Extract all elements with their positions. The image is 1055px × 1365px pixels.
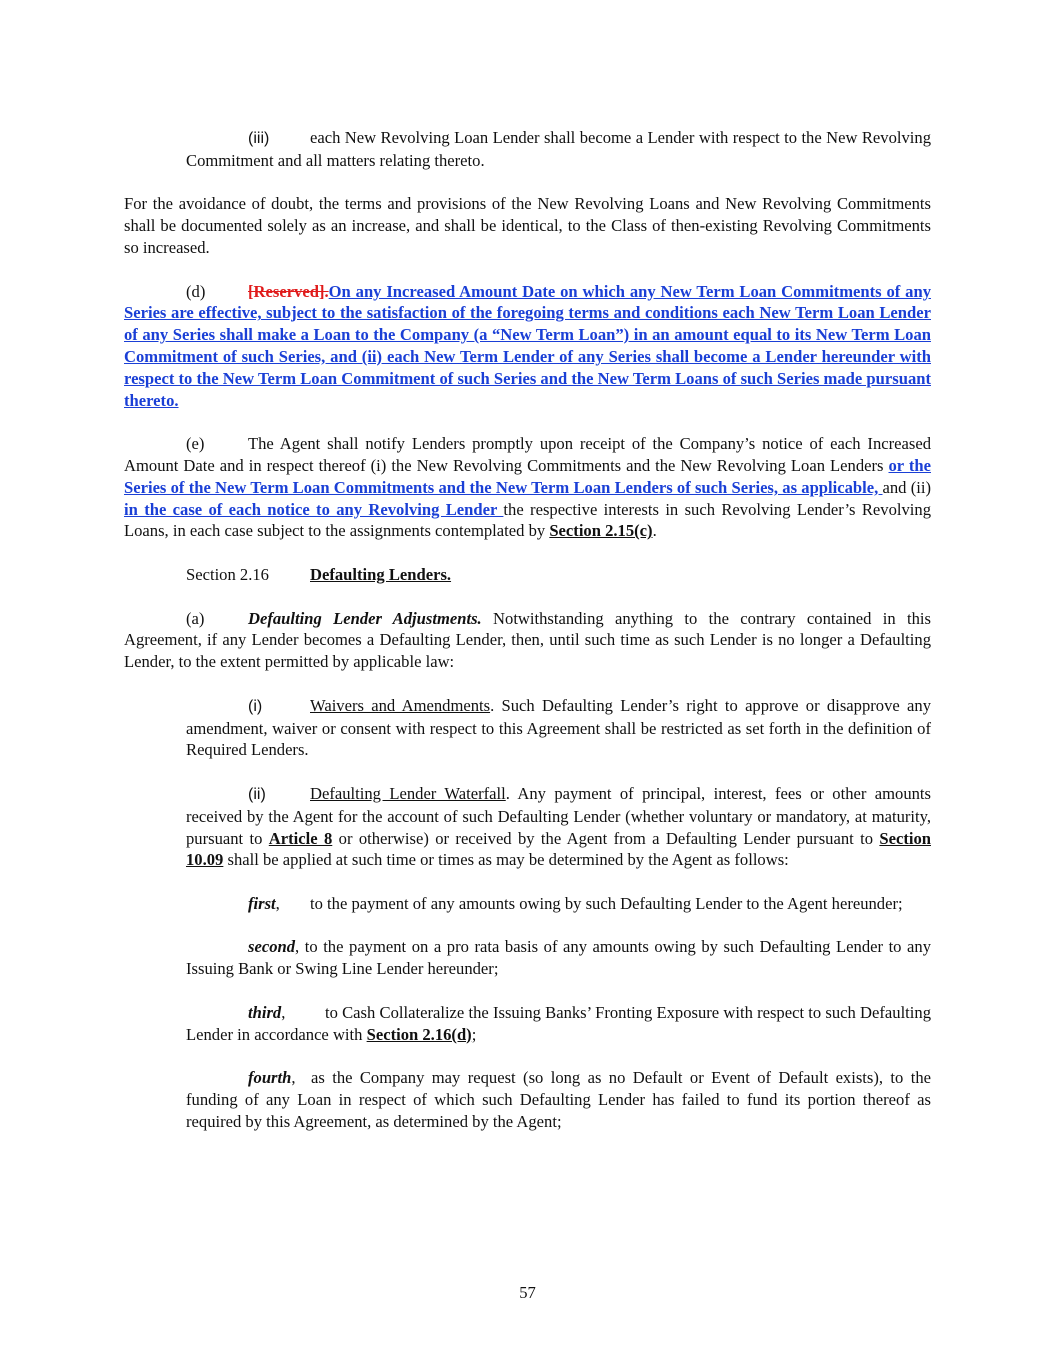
paragraph-text: or otherwise) or received by the Agent from a Defaulting Lender pursuant to: [332, 828, 880, 848]
waterfall-step: third,: [248, 1002, 286, 1022]
paragraph-first: [124, 893, 931, 915]
paragraph-a: [124, 608, 931, 673]
section-reference: Section 2.16(d): [366, 1024, 472, 1044]
section-reference: Section 2.15(c): [549, 521, 653, 541]
paragraph-text: The Agent shall notify Lenders promptly upon receipt of the Company’s notice of each Increased Amount Date and in respect thereof (i) the New Revolving Commitments and the New Revolving Loan Lenders: [124, 434, 931, 475]
paragraph-text: Notwithstanding anything to the contrary contained in this Agreement, if any Lender becomes a Defaulting Lender, then, until such time as such Lender is no longer a Defaulting Lender, to the extent permitted by applicable law:: [124, 608, 932, 672]
page-number: 57: [519, 1283, 536, 1302]
paragraph-text: as the Company may request (so long as no Default or Event of Default exists), to the funding of any Loan in respect of which such Defaulting Lender has failed to fund its portion thereof as required by this Agreement, as determined by the Agent;: [186, 1068, 931, 1131]
article-reference: Article 8: [268, 828, 333, 848]
clause-number: (e): [186, 434, 205, 454]
inserted-text: On any Increased Amount Date on which any New Term Loan Commitments of any Series are effective, subject to the satisfaction of the foregoing terms and conditions each New Term Loan Lender of any Series shall make a Loan to the Company (a “New Term Loan”) in an amount equal to its New Term Loan Commitment of such Series, and (ii) each New Term Lender of any Series shall become a Lender hereunder with respect to the New Term Loan Commitment of such Series and the New Term Loans of such Series made pursuant thereto.: [124, 281, 931, 410]
paragraph-text: and (ii): [882, 477, 931, 497]
paragraph-third: third, to Cash Collateralize the Issuing Banks’ Fronting Exposure with respect to such Defaulting Lender in accordance with Section 2.16(d);: [186, 1002, 931, 1044]
paragraph-text: . Any payment of principal, interest, fees or other amounts received by the Agent for the account of such Defaulting Lender (whether voluntary or mandatory, at maturity, pursuant to: [186, 783, 931, 848]
waterfall-step: second: [248, 937, 296, 957]
section-title: Defaulting Lenders.: [310, 564, 452, 584]
clause-number: (i): [248, 697, 263, 715]
paragraph-text: For the avoidance of doubt, the terms and provisions of the New Revolving Loans and New Revolving Commitments shall be documented solely as an increase, and shall be identical, to the Class of then-existing Revolving Commitments so increased.: [124, 194, 931, 257]
clause-heading: Defaulting Lender Adjustments.: [248, 608, 482, 628]
paragraph-text: each New Revolving Loan Lender shall become a Lender with respect to the New Revolving Commitment and all matters relating thereto.: [186, 128, 931, 170]
clause-heading: Defaulting Lender Waterfall: [310, 783, 506, 803]
inserted-text: or the Series of the New Term Loan Commitments and the New Term Loan Lenders of such Series, as applicable,: [124, 455, 931, 497]
paragraph-text: , to the payment on a pro rata basis of any amounts owing by such Defaulting Lender to any Issuing Bank or Swing Line Lender hereunder;: [186, 937, 931, 979]
paragraph-iii: [124, 127, 931, 172]
clause-number: (d): [186, 281, 206, 301]
paragraph-text: the respective interests in such Revolving Lender’s Revolving Loans, in each case subject to the assignments contemplated by: [124, 499, 932, 541]
paragraph-text: to the payment of any amounts owing by such Defaulting Lender to the Agent hereunder;: [310, 893, 903, 913]
waterfall-step: first,: [248, 893, 280, 913]
paragraph-e: (e) The Agent shall notify Lenders promptly upon receipt of the Company’s notice of each Increased Amount Date and in respect thereof (i) the New Revolving Commitments and the New Revolving Loan Lenders or the Series of the New Term Loan Commitments and the New Term Loan Lenders of such Series, as applicable, and (ii) in the case of each notice to any Revolving Lender the respective interests in such Revolving Lender’s Revolving Loans, in each case subject to the assignments contemplated by Section 2.15(c).: [124, 434, 932, 541]
clause-number: (a): [186, 608, 205, 628]
deleted-text: [Reserved].: [248, 281, 329, 301]
clause-number: (ii): [248, 785, 266, 803]
section-heading: [124, 564, 931, 586]
paragraph-i: [124, 695, 931, 761]
paragraph-d: [124, 281, 931, 412]
section-number: Section 2.16: [186, 564, 269, 584]
paragraph-ii: [124, 783, 931, 871]
paragraph-text: to Cash Collateralize the Issuing Banks’ Fronting Exposure with respect to such Defaulting Lender in accordance with: [186, 1002, 931, 1044]
paragraph-second: [124, 936, 931, 980]
document-page: [124, 127, 931, 1133]
paragraph-text: . Such Defaulting Lender’s right to approve or disapprove any amendment, waiver or consent with respect to this Agreement shall be restricted as set forth in the definition of Required Lenders.: [186, 695, 931, 760]
clause-heading: Waivers and Amendments: [310, 695, 491, 715]
section-reference: Section 10.09: [186, 828, 931, 870]
paragraph-avoidance-of-doubt: [124, 193, 931, 258]
inserted-text: in the case of each notice to any Revolving Lender: [124, 499, 504, 519]
clause-number: (iii): [248, 130, 270, 147]
paragraph-fourth: [124, 1067, 931, 1132]
paragraph-text: shall be applied at such time or times as may be determined by the Agent as follows:: [223, 850, 789, 870]
waterfall-step: fourth,: [248, 1068, 296, 1088]
